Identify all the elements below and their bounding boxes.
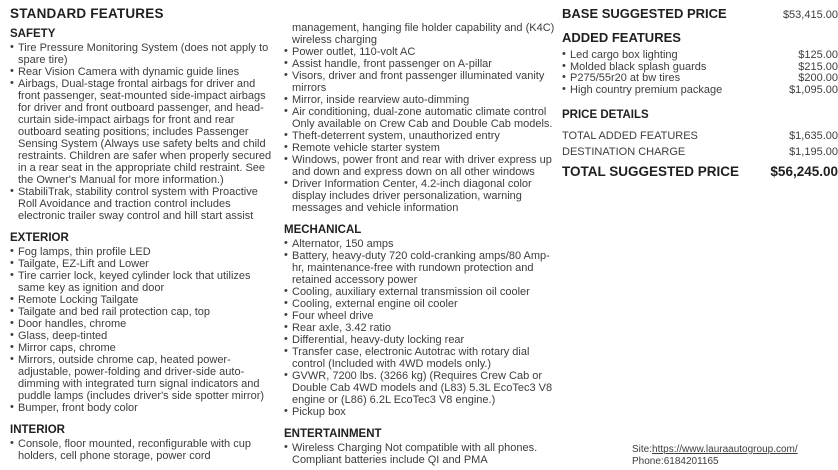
phone-label: Phone: xyxy=(632,455,664,467)
feature-item: • Cooling, auxiliary external transmission oil cooler xyxy=(284,286,556,298)
price-details-list xyxy=(562,128,838,160)
added-feature-price: $125.00 xyxy=(798,49,838,61)
feature-item: • Glass, deep-tinted xyxy=(10,330,272,342)
feature-item: • Tailgate, EZ-Lift and Lower xyxy=(10,258,272,270)
feature-item: • Power outlet, 110-volt AC xyxy=(284,46,556,58)
feature-item: • Four wheel drive xyxy=(284,310,556,322)
total-price-row xyxy=(562,164,838,180)
feature-item: • Tire carrier lock, keyed cylinder lock that utilizes same key as ignition and door xyxy=(10,270,272,294)
added-feature-price: $1,095.00 xyxy=(789,83,838,96)
feature-item: • Mirror caps, chrome xyxy=(10,342,272,354)
base-price-row xyxy=(562,6,838,21)
site-link[interactable]: https://www.lauraautogroup.com/ xyxy=(652,444,798,455)
pricing-column xyxy=(562,6,838,180)
feature-item: • Tailgate and bed rail protection cap, top xyxy=(10,306,272,318)
feature-item: • Mirrors, outside chrome cap, heated power-adjustable, power-folding and driver-side auto-dimming with integrated turn signal indicators and puddle lamps (includes driver's side spotter mirror) xyxy=(10,354,272,402)
added-features-heading: ADDED FEATURES xyxy=(562,30,681,45)
feature-item: • Wireless Charging Not compatible with all phones. Compliant batteries include QI and PMA xyxy=(284,442,556,466)
feature-section xyxy=(284,428,556,466)
features-column-middle-body xyxy=(284,22,556,466)
feature-section xyxy=(10,424,272,462)
feature-item: • Cooling, external engine oil cooler xyxy=(284,298,556,310)
feature-section xyxy=(10,232,272,414)
added-feature-row xyxy=(562,85,838,97)
feature-section xyxy=(284,224,556,418)
section-heading: SAFETY xyxy=(10,28,56,40)
section-heading: MECHANICAL xyxy=(284,224,362,236)
feature-item: • Bumper, front body color xyxy=(10,402,272,414)
price-details-heading: PRICE DETAILS xyxy=(562,109,649,122)
price-detail-label: DESTINATION CHARGE xyxy=(562,146,686,159)
feature-item: • Windows, power front and rear with driver express up and down and express down on all other windows xyxy=(284,154,556,178)
price-detail-value: $1,195.00 xyxy=(789,146,838,159)
feature-item: • Driver Information Center, 4.2-inch diagonal color display includes driver personalization, warning messages and vehicle information xyxy=(284,178,556,214)
price-detail-row xyxy=(562,128,838,144)
feature-item: • Tire Pressure Monitoring System (does not apply to spare tire) xyxy=(10,42,272,66)
feature-item: • Transfer case, electronic Autotrac with rotary dial control (Included with 4WD models only.) xyxy=(284,346,556,370)
added-feature-label: • Molded black splash guards xyxy=(562,62,798,74)
section-heading: EXTERIOR xyxy=(10,232,69,244)
section-heading: INTERIOR xyxy=(10,424,65,436)
features-column-middle xyxy=(284,22,556,466)
feature-item: • Battery, heavy-duty 720 cold-cranking amps/80 Amp-hr, maintenance-free with rundown protection and retained accessory power xyxy=(284,250,556,286)
added-feature-label: • Led cargo box lighting xyxy=(562,50,798,62)
feature-item: • Remote Locking Tailgate xyxy=(10,294,272,306)
feature-item: • Airbags, Dual-stage frontal airbags for driver and front passenger, seat-mounted side-impact airbags for driver and front outboard passenger, and head-curtain side-impact airbags for front and rear outboard seating positions; includes Passenger Sensing System (Always use safety belts and child restraints. Children are safer when properly secured in a rear seat in the appropriate child restraint. See the Owner's Manual for more information.) xyxy=(10,78,272,186)
feature-item: • Remote vehicle starter system xyxy=(284,142,556,154)
base-price-value: $53,415.00 xyxy=(782,9,838,21)
feature-item: • Visors, driver and front passenger illuminated vanity mirrors xyxy=(284,70,556,94)
added-feature-price: $200.00 xyxy=(798,72,838,85)
page-title: STANDARD FEATURES xyxy=(10,6,164,21)
phone-number: 6184201165 xyxy=(663,455,719,467)
price-detail-value: $1,635.00 xyxy=(789,130,838,143)
feature-item: • Assist handle, front passenger on A-pillar xyxy=(284,58,556,70)
feature-item-continuation: management, hanging file holder capability and (K4C) wireless charging xyxy=(292,22,555,46)
feature-item: • Rear axle, 3.42 ratio xyxy=(284,322,556,334)
feature-item: • Fog lamps, thin profile LED xyxy=(10,246,272,258)
feature-item: • Theft-deterrent system, unauthorized entry xyxy=(284,130,556,142)
feature-item: • Air conditioning, dual-zone automatic climate control Only available on Crew Cab and Double Cab models. xyxy=(284,106,556,130)
features-column-left-body xyxy=(10,28,272,462)
price-detail-row xyxy=(562,144,838,160)
feature-item: • StabiliTrak, stability control system with Proactive Roll Avoidance and traction control includes electronic trailer sway control and hill start assist xyxy=(10,186,272,222)
feature-item: • Console, floor mounted, reconfigurable with cup holders, cell phone storage, power cord xyxy=(10,438,272,462)
added-features-list xyxy=(562,50,838,96)
feature-item: • Rear Vision Camera with dynamic guide lines xyxy=(10,66,272,78)
feature-item: • GVWR, 7200 lbs. (3266 kg) (Requires Crew Cab or Double Cab 4WD models and (L83) 5.3L EcoTec3 V8 engine or (L86) 6.2L EcoTec3 V8 engine.) xyxy=(284,370,556,406)
feature-item: • Mirror, inside rearview auto-dimming xyxy=(284,94,556,106)
added-feature-price: $215.00 xyxy=(798,60,838,73)
feature-item: • Door handles, chrome xyxy=(10,318,272,330)
total-price-label: TOTAL SUGGESTED PRICE xyxy=(562,164,740,180)
feature-section xyxy=(284,22,556,214)
feature-item: • Alternator, 150 amps xyxy=(284,238,556,250)
added-feature-label: • P275/55r20 at bw tires xyxy=(562,73,798,85)
site-label: Site: xyxy=(632,444,653,455)
total-price-value: $56,245.00 xyxy=(770,164,838,180)
added-feature-row xyxy=(562,50,838,62)
added-feature-label: • High country premium package xyxy=(562,85,789,97)
section-heading: ENTERTAINMENT xyxy=(284,428,382,440)
site-line xyxy=(632,444,798,456)
feature-item: • Differential, heavy-duty locking rear xyxy=(284,334,556,346)
feature-section xyxy=(10,28,272,222)
features-column-left xyxy=(10,6,272,462)
dealer-footer xyxy=(632,444,798,467)
price-detail-label: TOTAL ADDED FEATURES xyxy=(562,130,698,143)
feature-item: • Pickup box xyxy=(284,406,556,418)
base-price-label: BASE SUGGESTED PRICE xyxy=(562,6,727,21)
phone-line xyxy=(632,456,798,468)
